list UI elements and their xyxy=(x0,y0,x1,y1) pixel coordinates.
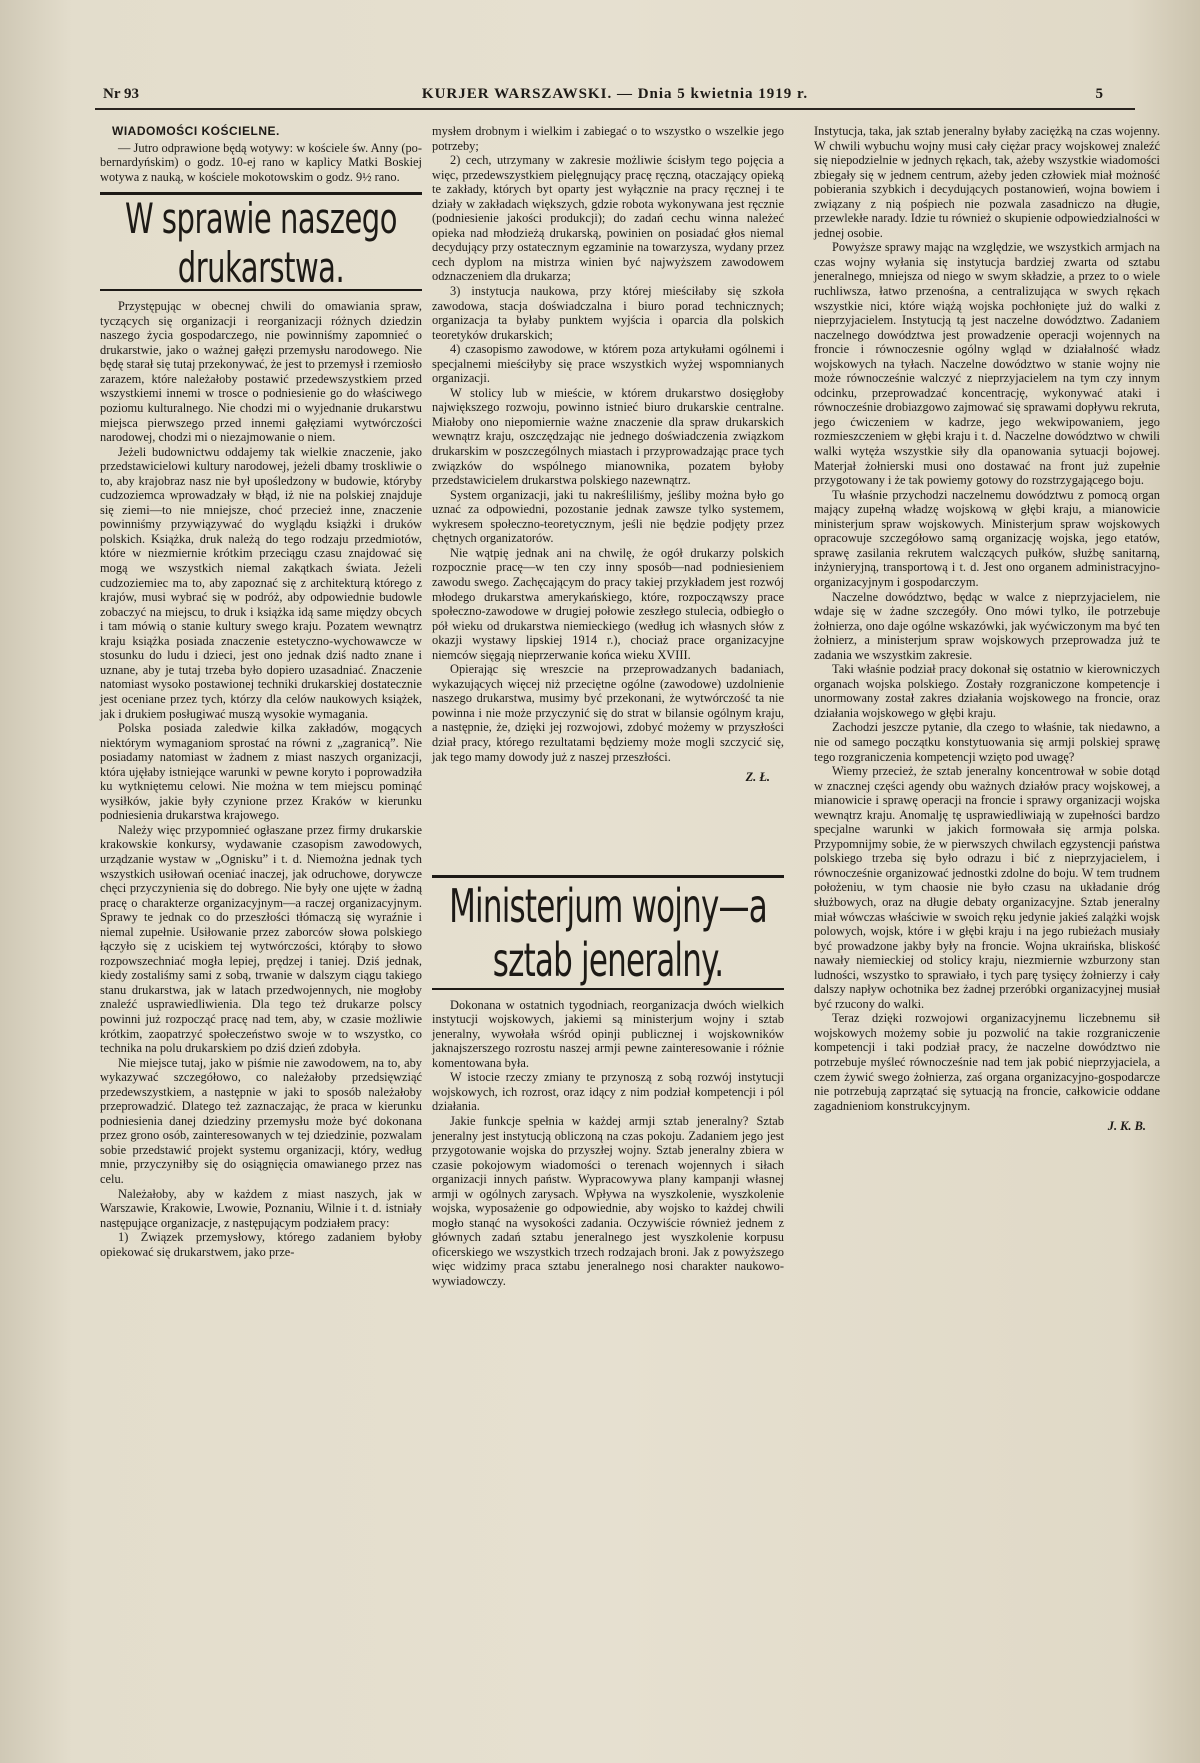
paragraph: Zachodzi jeszcze pytanie, dla czego to właśnie, tak niedawno, a nie od samego początku konstytuowania się armji polskiej sprawę tego rozgraniczenia kompetencji wzięto pod uwagę? xyxy=(814,720,1160,764)
paragraph: Polska posiada zaledwie kilka zakładów, mogących niektórym wymaganiom sprostać na równi z „zagranicą”. Nie posiadamy natomiast w żadnem z miast naszych organizacji, która ujęłaby istniejące warunki w pewne koryto i poprowadziła ku wytkniętemu celowi. Nie można w tem miejscu pominąć wysiłków, jakie były czynione przez Kraków w kierunku podniesienia drukarstwa krajowego. xyxy=(100,721,422,823)
paragraph: Tu właśnie przychodzi naczelnemu dowództwu z pomocą organ mający zupełną władzę wojskową w głębi kraju, a mianowicie ministerjum spraw wojskowych. Ministerjum spraw wojskowych opracowuje szczegółowo samą organizację wojska, jego etatów, sprawę zasilania rekrutem walczących pułków, służbę sanitarną, inżynieryjną, transportową i t. d. Jest ono organem administracyjno-organizacyjnym i gospodarczym. xyxy=(814,487,1160,589)
paragraph: Opierając się wreszcie na przeprowadzanych badaniach, wykazujących więcej niż przeciętne ogólne (zawodowe) uzdolnienie naszego drukarstwa, musimy być przekonani, że wytwórczość ta nie powinna i nie może przyczynić się do strat w bilansie ogólnym kraju, a następnie, że, dzięki jej rozwojowi, zdobyć możemy w przyszłości dział pracy, którego rezultatami będziemy może mogli szczycić się, jak tego mamy dowody już z naszej przeszłości. xyxy=(432,662,784,764)
paragraph: Instytucja, taka, jak sztab jeneralny byłaby zaciężką na czas wojenny. W chwili wybuchu wojny musi cały ciężar pracy wojskowej znaleźć się niepodzielnie w jednych rękach, tak, ażeby wszystkie wiadomości zbiegały się w jednem centrum, ażeby jeden człowiek miał możność pobierania szybkich i decydujących postanowień, wojna bowiem i związany z nią pośpiech nie pozwala zasadniczo na długie, przewlekłe narady. Idzie tu również o skupienie odpowiedzialności w jednej osobie. xyxy=(814,124,1160,240)
paragraph: W stolicy lub w mieście, w którem drukarstwo dosięgłoby największego rozwoju, powinno istnieć biuro drukarskie centralne. Miałoby ono niepomiernie ważne znaczenie dla spraw drukarskich wewnątrz kraju, oszczędzając nie jednego doświadczenia związkom drukarskim w poszczególnych miastach i przyprowadzając prace tych związków do wspólnego mianownika, pozatem byłoby przedstawicielem drukarstwa polskiego nazewnątrz. xyxy=(432,385,784,488)
masthead xyxy=(95,82,1135,110)
section-heading-church-news: WIADOMOŚCI KOŚCIELNE. xyxy=(112,124,280,138)
paragraph: Naczelne dowództwo, będąc w walce z nieprzyjacielem, nie wdaje się w żadne szczegóły. Ono mówi tylko, ile potrzebuje żołnierza, ono daje ogólne wskazówki, jak wyćwiczonym ma być ten żołnierz, a ministerjum spraw wojskowych przeprowadza już te zadania we wszystkim zakresie. xyxy=(814,589,1160,662)
page-number: 5 xyxy=(1095,86,1103,102)
divider xyxy=(432,875,784,878)
paragraph: Dokonana w ostatnich tygodniach, reorganizacja dwóch wielkich instytucji wojskowych, jakiemi są ministerjum wojny i sztab jeneralny, wywołała wśród opinji publicznej i wojskowników jaknajszerszego rozrostu naszej armji pewne zainteresowanie i różnie komentowana była. xyxy=(432,997,784,1070)
issue-number: Nr 93 xyxy=(103,86,139,102)
paragraph: Nie wątpię jednak ani na chwilę, że ogół drukarzy polskich rozpocznie pracę—w ten czy inny sposób—nad podniesieniem zawodu swego. Zachęcającym do pracy takiej przykładem jest rozwój młodego drukarstwa amerykańskiego, które, rozpocząwszy prace społeczno-zawodowe w drugiej połowie zeszłego stulecia, odbiegło o pół wieku od drukarstwa niemieckiego (według ich własnych słów z okazji wystawy lipskiej 1914 r.), chociaż prace organizacyjne niemców sięgają nieprzerwanie końca wieku XVIII. xyxy=(432,545,784,662)
paragraph: Wiemy przecież, że sztab jeneralny koncentrował w sobie dotąd w znacznej części agendy obu ważnych działów pracy wojskowej, a mianowicie i sprawę operacji na froncie i sprawy organizacji wojska wewnątrz kraju. Anomalję tę usprawiedliwiają w zupełności bardzo specjalne warunki w jakich formowała się armja polska. Przypomnijmy sobie, że w pierwszych chwilach egzystencji państwa polskiego trzeba się było odrazu i bić z nieprzyjacielem, i równocześnie organizować jednostki zdolne do boju. W tem trudnem położeniu, w tym chaosie nie było czasu na układanie dróg służbowych, oraz na długie debaty organizacyjne. Sztab jeneralny miał wówczas właściwie w swoich ręku jedynie jakieś zalążki wojsk polowych, wojsk, które i w głębi kraju i na jego rubieżach musiały być prowadzone jakby były na froncie. Wojna ukraińska, bliskość nawały niemieckiej od stolicy kraju, niezmiernie wzburzony stan ludności, wszystko to sprawiało, i tych parę tysięcy żołnierzy i cały dalszy napływ ochotnika bez żadnej przeróbki organizacyjnej musiał być rzucony do walki. xyxy=(814,764,1160,1011)
paragraph: 3) instytucja naukowa, przy której mieściłaby się szkoła zawodowa, stacja doświadczalna i biuro porad technicznych; organizacja ta byłaby punktem wyjścia i oparcia dla polskich teoretyków drukarskich; xyxy=(432,284,784,342)
church-notice: — Jutro odprawione będą wotywy: w kościele św. Anny (po-bernardyńskim) o godz. 10-ej rano w kaplicy Matki Boskiej wotywa z nauką, w kościele mokotowskim o godz. 9½ rano. xyxy=(100,140,422,184)
paragraph: System organizacji, jaki tu nakreśliliśmy, jeśliby można było go uznać za odpowiedni, pozostanie jednak zawsze tylko systemem, wykresem społeczno-teoretycznym, jeśli nie będzie podjęty przez chętnych organizatorów. xyxy=(432,487,784,546)
paragraph: 4) czasopismo zawodowe, w którem poza artykułami ogólnemi i specjalnemi mieściłyby się prace wszystkich wyżej wspomnianych organizacji. xyxy=(432,342,784,386)
signature-jkb: J. K. B. xyxy=(1107,1119,1146,1134)
paragraph: 1) Związek przemysłowy, którego zadaniem byłoby opiekować się drukarstwem, jako prze- xyxy=(100,1230,422,1259)
blank-space xyxy=(432,785,784,867)
article-headline-war-ministry: Ministerjum wojny—a sztab jeneralny. xyxy=(449,879,767,988)
paragraph: Nie miejsce tutaj, jako w piśmie nie zawodowem, na to, aby wykazywać szczegółowo, co należałoby przedsięwziąć przedewszystkiem, a następnie w jaki to sposób należałoby przeprowadzić. Dlatego też zaznaczając, że praca w kierunku podniesienia danej dziedziny przemysłu może być dokonana przez grono osób, zainteresowanych w tej dziedzinie, pozwalam sobie przedstawić projekt systemu organizacji, który, według mnie, przyczyniłby się do osiągnięcia omawianego przez nas celu. xyxy=(100,1055,422,1186)
paragraph: Należałoby, aby w każdem z miast naszych, jak w Warszawie, Krakowie, Lwowie, Poznaniu, Wilnie i t. d. istniały następujące organizacje, z następującym podziałem pracy: xyxy=(100,1186,422,1230)
paragraph: Przystępując w obecnej chwili do omawiania spraw, tyczących się organizacji i reorganizacji różnych dziedzin naszego życia gospodarczego, nie powinniśmy zapomnieć o drukarstwie, jako o ważnej gałęzi przemysłu narodowego. Nie będę starał się tutaj przekonywać, że jest to przemysł i rzemiosło zarazem, które należałoby postawić przedewszystkiem przed wszystkiemi innemi w trosce o podniesienie go do właściwego poziomu kulturalnego. Nie chodzi mi o wyjednanie drukarstwu miejsca pierwszego przed innemi gałęziami wytwórczości narodowej, chodzi mi o niezajmowanie o niem. xyxy=(100,299,422,445)
paragraph: Taki właśnie podział pracy dokonał się ostatnio w kierowniczych organach wojska polskiego. Zostały rozgraniczone kompetencje i unormowany został zakres działania wojskowego na froncie, oraz działania wojskowego w głębi kraju. xyxy=(814,662,1160,720)
column-2 xyxy=(432,124,784,1289)
paragraph: mysłem drobnym i wielkim i zabiegać o to wszystko o wszelkie jego potrzeby; xyxy=(432,124,784,153)
signature-z-l: Z. Ł. xyxy=(745,770,770,785)
paragraph: Jeżeli budownictwu oddajemy tak wielkie znaczenie, jako przedstawicielowi kultury narodowej, jeżeli dbamy troskliwie o to, aby krajobraz nasz nie był upośledzony w budowie, któryby cudzoziemca wprowadzały w błąd, iż nie na polskiej znajduje się ziemi—to nie mniejsze, choć przecież inne, znaczenie powinniśmy przywiązywać do wyglądu książki i druków polskich. Książka, druk należą do tego rodzaju przedmiotów, które w niezmiernie krótkim przeciągu czasu znajdować się mogą we wszystkich niemal zakątkach świata. Jeżeli cudzoziemiec ma to, aby zapoznać się z architekturą którego z krajów, musi wybrać się w podróż, aby odpowiednie budowle zobaczyć na miejscu, to druk i książka idą same między obcych i tam mówią o stanie kultury swego kraju. Pozatem wewnątrz kraju książka posiada znaczenie estetyczno-wychowawcze w stosunku do ludu i dzieci, jest ono jednak dziś nadto znane i uznane, aby je tutaj trzeba było dopiero uzasadniać. Znaczenie natomiast wysoko postawionej techniki drukarskiej dostatecznie jest oceniane przez tych, którzy dla celów naukowych książek, jak i drukiem posługiwać muszą wysokie wymagania. xyxy=(100,444,422,721)
paragraph: Jakie funkcje spełnia w każdej armji sztab jeneralny? Sztab jeneralny jest instytucją obliczoną na czas pokoju. Zadaniem jego jest przygotowanie wojska do przyszłej wojny. Sztab jeneralny zbiera w czasie pokojowym wiadomości o terenach wojennych i siłach organizacji innych państw. Wypracowywa plany kampanji własnej armji w ogólnych zarysach. Wpływa na wyszkolenie, wyszkolenie wojska, wyposażenie go odpowiednie, aby wojsko to każdej chwili mogło stanąć na wysokości zadania. Oczywiście również jednem z głównych zadań sztabu jeneralnego jest wyszkolenie korpusu oficerskiego we wszystkich trzech rodzajach broni. Jak z powyższego więc widzimy praca sztabu jeneralnego nosi charakter naukowo-wywiadowczy. xyxy=(432,1113,784,1288)
paragraph: Należy więc przypomnieć ogłaszane przez firmy drukarskie krakowskie konkursy, wydawanie czasopism zawodowych, urządzanie wystaw w „Ognisku” i t. d. Niemożna jednak tych wszystkich usiłowań oceniać inaczej, jak odruchowe, dorywcze chęci przyczynienia się do dobrego. Nie były one ujęte w żadną pracę o charakterze organizacyjnym—a raczej organizacyjnym. Sprawy te jednak co do przeszłości tłómaczą się wyraźnie i niemal zupełnie. Usiłowanie przez zaborców słowa polskiego łączyło się z uciskiem tej wytwórczości, którąby to słowo rozpowszechniać mogła lepiej, prędzej i taniej. Dziś jednak, kiedy zostaliśmy sami z sobą, trwanie w dalszym ciągu takiego stanu drukarstwa, jak w latach przedwojennych, nie mogłoby znaleźć usprawiedliwienia. Dla tego też drukarze polscy powinni już rozpocząć pracę nad tem, aby, w czasie możliwie krótkim, zaopatrzyć społeczeństwo swoje w to wszystko, co technika na polu drukarskiem po dziś dzień zdobyła. xyxy=(100,822,422,1056)
paragraph: W istocie rzeczy zmiany te przynoszą z sobą rozwój instytucji wojskowych, ich rozrost, oraz idący z nim podział kompetencji i pól działania. xyxy=(432,1070,784,1114)
newspaper-title: KURJER WARSZAWSKI. — Dnia 5 kwietnia 1919 r. xyxy=(421,86,809,102)
paragraph: Powyższe sprawy mając na względzie, we wszystkich armjach na czas wojny wyłania się instytucja bardziej zwarta od sztabu jeneralnego, mniejsza od niego w swym składzie, a przez to o wiele ruchliwsza, łatwo przenośna, a centralizująca w swych rękach wszystkie nici, które wiążą wojska pochłonięte już do walki z nieprzyjacielem. Instytucją tą jest naczelne dowództwo. Zadaniem naczelnego dowództwa jest prowadzenie operacji wojennych na froncie i równoczesnie ogólny wgląd w działalność władz wojskowych na tyłach. Naczelne dowództwo w stanie wojny nie może równocześnie walczyć z nieprzyjacielem na tym czy innym odcinku, przeprowadzać koncentrację, wykonywać ataki i równocześnie drobiazgowo zajmować się sprawami dopływu rekruta, jego ćwiczeniem w kadrze, jego wekwipowaniem, jego rozmieszczeniem w głębi kraju i t. d. Naczelne dowództwo w chwili walki wytęża wszystkie siły dla opanowania sytuacji bojowej. Materjał żołnierski musi ono dostawać na front już zupełnie przygotowany i że tak powiemy gotowy do rozstrzygającego boju. xyxy=(814,240,1160,488)
article-headline-printing: W sprawie naszego drukarstwa. xyxy=(125,193,397,293)
paragraph: 2) cech, utrzymany w zakresie możliwie ścisłym tego pojęcia a więc, przedewszystkiem pielęgnujący pracę ręczną, otaczający opieką te zakłady, których byt oparty jest wyłącznie na pracy ręcznej i te działy w zakładach większych, gdzie robota wykonywana jest ręcznie (podniesienie jakości produkcji); do zadań cechu winna należeć opieka nad młodzieżą drukarską, powinien on posiadać głos niemal decydujący przy ostatecznym egzaminie na towarzysza, wydany przez cech dyplom na mistrza winien być najwyższem zawodowem odznaczeniem dla drukarza; xyxy=(432,153,784,284)
paragraph: Teraz dzięki rozwojowi organizacyjnemu liczebnemu sił wojskowych możemy sobie ju pozwolić na takie rozgraniczenie kompetencji i taki podział pracy, że naczelne dowództwo nie potrzebuje myśleć równocześnie nad tem jak pobić nieprzyjaciela, a czem żywić swego żołnierza, zaś organa organizacyjno-gospodarcze nie potrzebują zaprzątać się sytuacją na froncie, całkowicie oddane zagadnieniom konstrukcyjnym. xyxy=(814,1011,1160,1113)
column-1 xyxy=(100,124,422,1259)
column-3 xyxy=(814,124,1160,1134)
